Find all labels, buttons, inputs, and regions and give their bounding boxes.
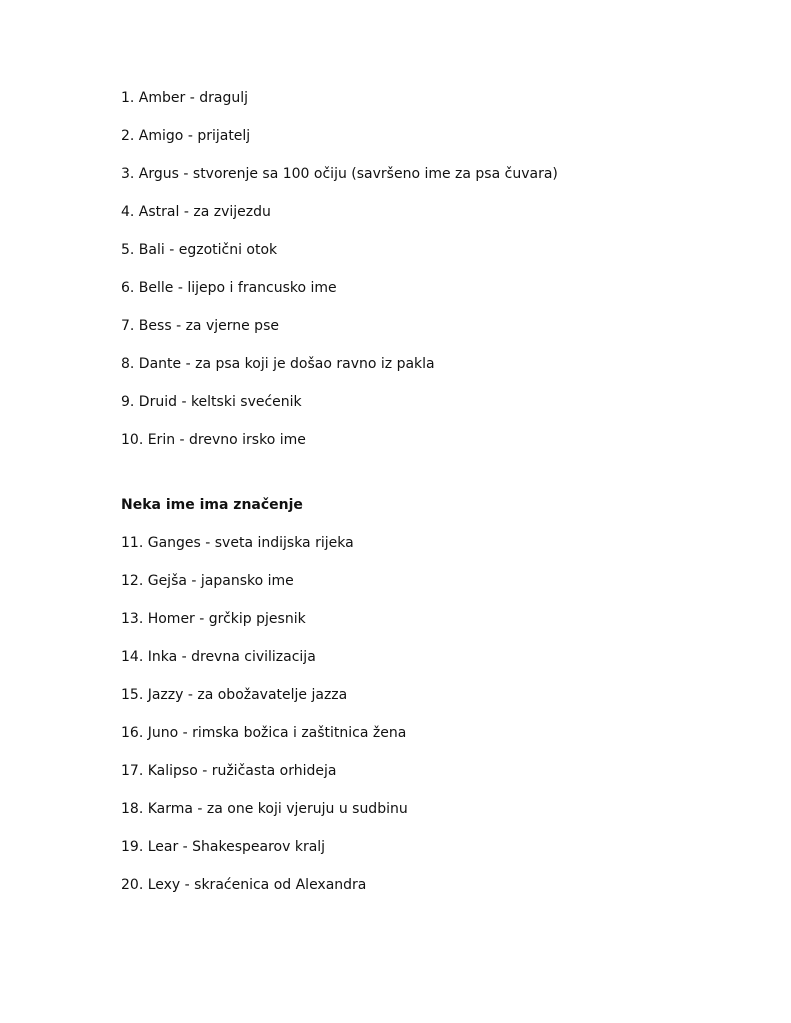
list-item: 17. Kalipso - ružičasta orhideja xyxy=(121,763,337,779)
name-list-part1 xyxy=(121,87,761,467)
list-item: 13. Homer - grčkip pjesnik xyxy=(121,611,306,627)
name-list-part2 xyxy=(121,532,761,912)
list-item: 9. Druid - keltski svećenik xyxy=(121,394,302,410)
list-item: 4. Astral - za zvijezdu xyxy=(121,204,271,220)
list-item: 18. Karma - za one koji vjeruju u sudbinu xyxy=(121,801,408,817)
list-item: 11. Ganges - sveta indijska rijeka xyxy=(121,535,354,551)
list-item: 3. Argus - stvorenje sa 100 očiju (savršeno ime za psa čuvara) xyxy=(121,166,558,182)
list-item: 5. Bali - egzotični otok xyxy=(121,242,278,258)
list-item: 12. Gejša - japansko ime xyxy=(121,573,294,589)
list-item: 19. Lear - Shakespearov kralj xyxy=(121,839,326,855)
list-item: 14. Inka - drevna civilizacija xyxy=(121,649,316,665)
list-item: 15. Jazzy - za obožavatelje jazza xyxy=(121,687,348,703)
section-heading: Neka ime ima značenje xyxy=(121,497,303,513)
list-item: 16. Juno - rimska božica i zaštitnica žena xyxy=(121,725,407,741)
list-item: 8. Dante - za psa koji je došao ravno iz pakla xyxy=(121,356,435,372)
list-item: 7. Bess - za vjerne pse xyxy=(121,318,279,334)
list-item: 2. Amigo - prijatelj xyxy=(121,128,251,144)
list-item: 6. Belle - lijepo i francusko ime xyxy=(121,280,337,296)
list-item: 20. Lexy - skraćenica od Alexandra xyxy=(121,877,367,893)
list-item: 1. Amber - dragulj xyxy=(121,90,248,106)
list-item: 10. Erin - drevno irsko ime xyxy=(121,432,306,448)
